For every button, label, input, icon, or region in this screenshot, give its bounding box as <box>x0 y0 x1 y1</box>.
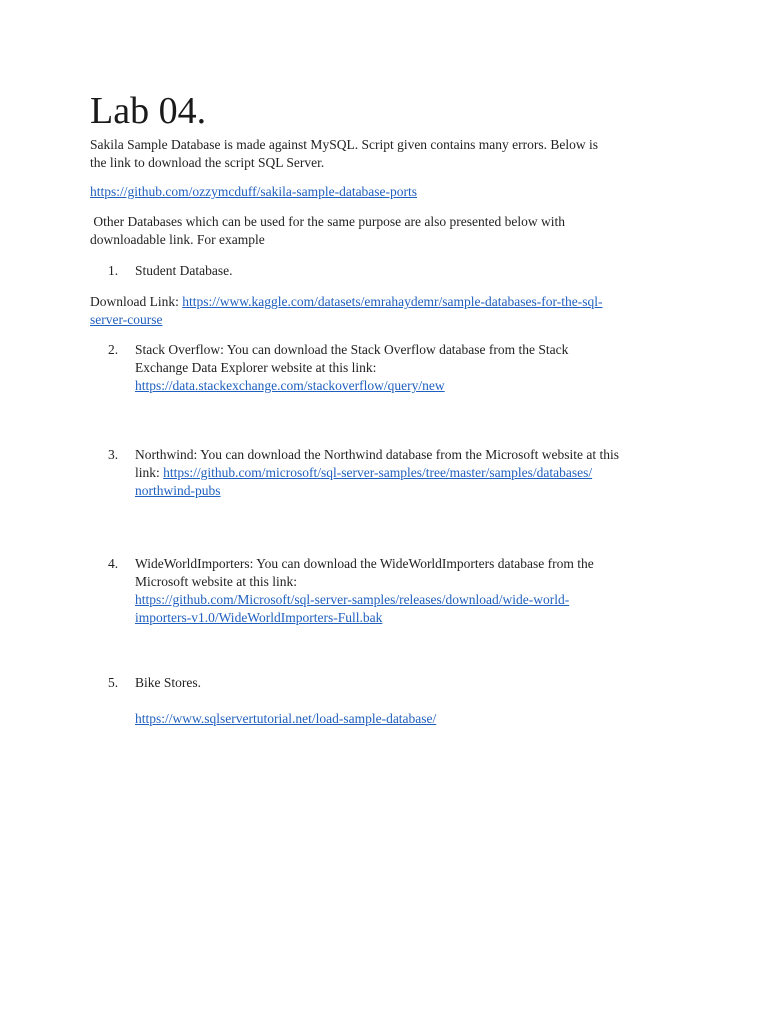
list-item-text-line-1: Northwind: You can download the Northwind database from the Microsoft website at this <box>135 447 620 462</box>
sakila-link[interactable]: https://github.com/ozzymcduff/sakila-sample-database-ports <box>90 184 418 199</box>
list-number: 5. <box>108 675 119 690</box>
list-item-text: Student Database. <box>135 263 233 278</box>
northwind-link-continued[interactable]: northwind-pubs <box>135 483 221 498</box>
download-label: Download Link: <box>90 294 183 309</box>
list-item-2 <box>108 341 688 395</box>
intro-paragraph <box>90 136 680 172</box>
list-item-text-line-2: Microsoft website at this link: <box>135 574 297 589</box>
wideworldimporters-link[interactable]: https://github.com/Microsoft/sql-server-samples/releases/download/wide-world- <box>135 592 570 607</box>
list-number: 3. <box>108 447 119 462</box>
list-number: 2. <box>108 342 119 357</box>
other-line-2: downloadable link. For example <box>90 232 265 247</box>
download-link-paragraph <box>90 293 680 329</box>
wideworldimporters-link-continued[interactable]: importers-v1.0/WideWorldImporters-Full.bak <box>135 610 383 625</box>
sqlservertutorial-link[interactable]: https://www.sqlservertutorial.net/load-sample-database/ <box>135 711 437 726</box>
page-title: Lab 04. <box>90 90 207 132</box>
list-number: 1. <box>108 263 119 278</box>
list-item-text-line-1: WideWorldImporters: You can download the WideWorldImporters database from the <box>135 556 594 571</box>
northwind-link[interactable]: https://github.com/microsoft/sql-server-samples/tree/master/samples/databases/ <box>163 465 593 480</box>
sakila-link-paragraph <box>90 183 680 201</box>
list-item-text: Bike Stores. <box>135 675 201 690</box>
kaggle-link-continued[interactable]: server-course <box>90 312 163 327</box>
kaggle-link[interactable]: https://www.kaggle.com/datasets/emrahaydemr/sample-databases-for-the-sql- <box>182 294 603 309</box>
intro-line-1: Sakila Sample Database is made against MySQL. Script given contains many errors. Below is <box>90 137 599 152</box>
list-item-text-line-2: Exchange Data Explorer website at this link: <box>135 360 377 375</box>
list-item-1 <box>108 262 688 280</box>
intro-line-2: the link to download the script SQL Server. <box>90 155 325 170</box>
stackexchange-link[interactable]: https://data.stackexchange.com/stackoverflow/query/new <box>135 378 445 393</box>
list-item-4 <box>108 555 688 627</box>
list-item-text-line-2: link: <box>135 465 164 480</box>
list-item-text-line-1: Stack Overflow: You can download the Stack Overflow database from the Stack <box>135 342 569 357</box>
other-line-1: Other Databases which can be used for the same purpose are also presented below with <box>90 214 565 229</box>
list-item-5 <box>108 674 688 728</box>
list-number: 4. <box>108 556 119 571</box>
list-item-3 <box>108 446 688 500</box>
other-databases-paragraph <box>90 213 680 249</box>
